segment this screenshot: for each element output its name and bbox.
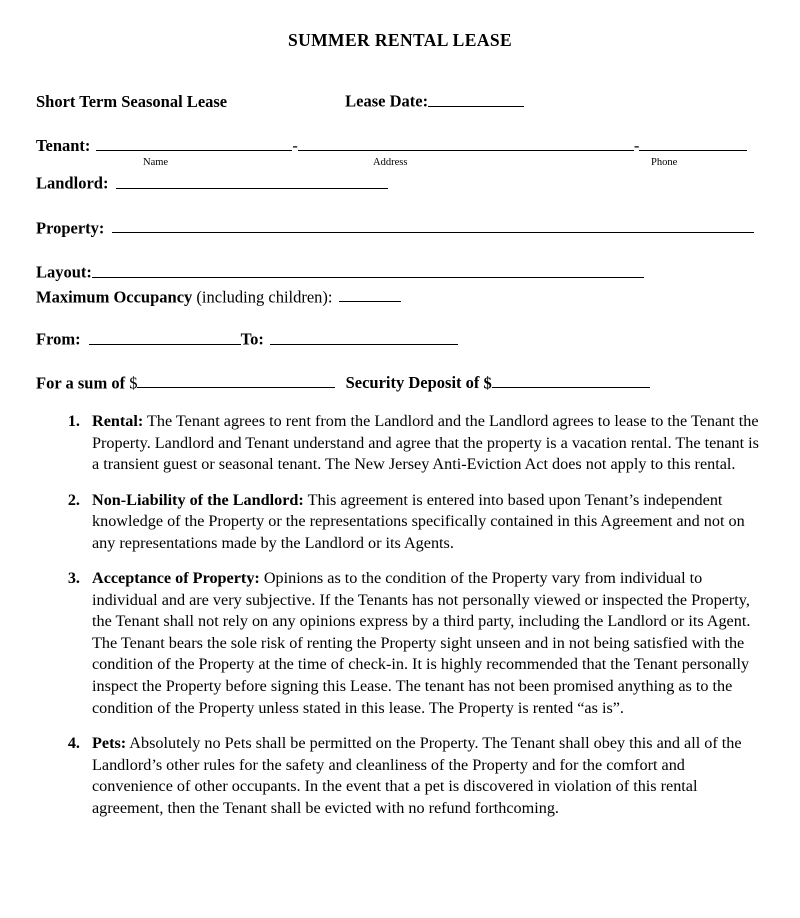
lease-type-label: Short Term Seasonal Lease: [36, 91, 228, 111]
tenant-separator-1: -: [292, 136, 298, 155]
occupancy-note: (including children):: [196, 287, 333, 306]
to-label: To:: [240, 329, 264, 349]
clause-title: Acceptance of Property:: [92, 569, 260, 588]
clause-item: [84, 411, 764, 476]
clause-text: This agreement is entered into based upon Tenant’s independent knowledge of the Property or the representations specifically contained in this Agreement and not on any representations made by the Landlord or its Agents.: [92, 490, 745, 552]
tenant-row: [36, 134, 764, 157]
sum-row: [36, 371, 764, 394]
clause-title: Pets:: [92, 734, 127, 753]
lease-date-input[interactable]: [428, 89, 524, 107]
landlord-input[interactable]: [116, 171, 388, 189]
tenant-name-input[interactable]: [96, 134, 292, 152]
sum-label: For a sum of: [36, 373, 126, 392]
clause-item: [84, 490, 764, 555]
deposit-label: Security Deposit of: [345, 373, 480, 392]
caption-address: Address: [373, 157, 408, 168]
occupancy-label: Maximum Occupancy: [36, 287, 193, 306]
sum-input[interactable]: [137, 371, 335, 389]
lease-date-group: [345, 89, 524, 112]
caption-phone: Phone: [651, 157, 678, 168]
tenant-separator-2: -: [633, 136, 640, 155]
caption-name: Name: [143, 157, 169, 168]
landlord-label: Landlord:: [36, 173, 109, 193]
clause-item: [84, 733, 764, 819]
occupancy-input[interactable]: [339, 285, 401, 303]
tenant-address-input[interactable]: [298, 134, 634, 152]
clause-text: The Tenant agrees to rent from the Landlord and the Landlord agrees to lease to the Tenant the Property. Landlord and Tenant understand and agree that the property is a vacation rental. The tenant is a transient guest or seasonal tenant. The New Jersey Anti-Eviction Act does not apply to this rental.: [92, 412, 759, 474]
from-label: From:: [36, 329, 81, 349]
occupancy-row: [36, 285, 764, 308]
property-input[interactable]: [112, 216, 754, 234]
clause-text: Opinions as to the condition of the Property vary from individual to individual and are very subjective. If the Tenants has not personally viewed or inspected the Property, the Tenant shall not rely on any opinions express by a third party, including the Landlord or its Agent. The Tenant bears the sole risk of renting the Property sight unseen and in not being satisfied with the condition of the Property at the time of check-in. It is highly recommended that the Tenant personally inspect the Property before signing this Lease. The tenant has not been promised anything as to the condition of the Property unless stated in this lease. The Property is rented “as is”.: [92, 569, 751, 717]
tenant-field-captions: [36, 157, 764, 170]
lease-date-label: Lease Date:: [345, 91, 429, 111]
clause-list: [36, 411, 764, 819]
property-label: Property:: [36, 218, 105, 237]
deposit-input[interactable]: [492, 371, 650, 389]
clause-item: [84, 568, 764, 719]
term-row: [36, 327, 764, 350]
clause-title: Rental:: [92, 412, 144, 430]
layout-label: Layout:: [36, 262, 92, 282]
layout-row: [36, 260, 764, 283]
page-title: SUMMER RENTAL LEASE: [287, 30, 513, 50]
tenant-phone-input[interactable]: [639, 134, 747, 152]
layout-input[interactable]: [92, 260, 644, 278]
property-row: [36, 216, 764, 239]
lease-type-and-date-row: [36, 89, 764, 112]
from-date-input[interactable]: [89, 327, 241, 345]
clause-text: Absolutely no Pets shall be permitted on the Property. The Tenant shall obey this and all of the Landlord’s other rules for the safety and cleanliness of the Property and for the comfort and convenience of other occupants. In the event that a pet is discovered in violation of this rental agreement, then the Tenant shall be evicted with no refund forthcoming.: [92, 734, 742, 817]
to-date-input[interactable]: [270, 327, 458, 345]
landlord-row: [36, 171, 764, 194]
deposit-currency: $: [483, 373, 492, 392]
sum-currency: $: [129, 373, 138, 392]
clause-title: Non-Liability of the Landlord:: [92, 490, 304, 509]
tenant-label: Tenant:: [36, 136, 91, 155]
